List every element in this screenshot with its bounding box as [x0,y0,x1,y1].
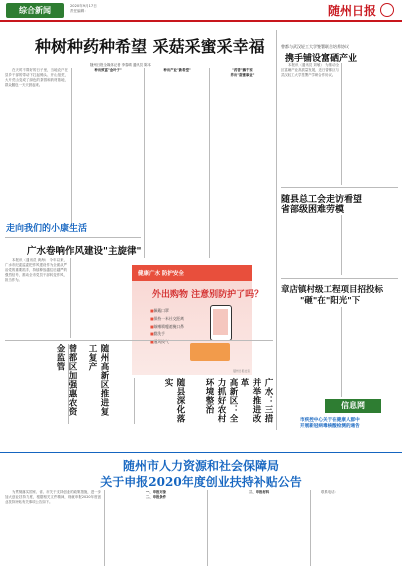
notice-title-1: 随州市人力资源和社会保障局 [122,459,279,473]
right-headline-3a: 章店镇村级工程项目招投标 [281,285,384,295]
lead-col-2 [75,68,141,228]
brief-text-1 [6,344,50,420]
right-col-6 [344,307,398,397]
column-rule [341,215,342,275]
notice-col-2 [108,490,204,566]
vertical-headline-3: 随县深化落实 [163,378,185,423]
poster-item: ■ 保持一米社交距离 [150,315,184,323]
lead-col-4 [213,68,272,258]
column-rule [70,258,71,338]
notice-item-1: 一、申报对象 [145,490,167,494]
lead-subhead-3: "药香"飘千家 [232,68,253,72]
issue-date: 2020年9月17日 [70,4,97,8]
section-rule [281,278,398,279]
page-header [0,0,402,22]
shopping-box-icon [190,343,230,361]
notice-rule [0,452,402,453]
notice-col-1 [5,490,101,566]
lead-headline: 种树种药种希望 采菇采蜜采幸福 [35,37,265,56]
lead-paragraph: 在天时不算好的日子里，当地农户在县乡干部的带动下扛起锄头、开山垦荒，大片荒山变成了绿色的茶园和药材基地，群众腰包一天天鼓起来。 [5,68,68,88]
pullquote: 走向我们的小康生活 [6,224,88,234]
column-rule [71,68,72,228]
vertical-headline-5: 广水：三措并举推进改革 [239,378,273,423]
masthead-seal-icon [380,3,394,17]
poster-top-text: 健康广水 防护安全 [138,271,184,277]
notice-paragraph: 为贯彻落实国家、省、市关于支持创业的政策措施，进一步加大创业扶持力度，根据相关文件精神，现就申报2020年度创业扶持补贴有关事项公告如下。 [5,490,101,505]
poster-item: ■ 佩戴口罩 [150,307,184,315]
column-rule [134,378,135,424]
vertical-headline-1: 曾都区加强惠农资金监管 [55,344,77,416]
lead-byline: 随州日报全媒体记者 李春晴 通讯员 陈本 [90,63,151,67]
right-headline-1: 携手铺设富硒产业 [285,54,358,64]
column-rule [341,63,342,185]
notice-col-4 [314,490,398,566]
column-rule [341,307,342,397]
right-paragraph: 本报讯（通讯员 刘敏） 为推动全区富硒产业高质量发展，近日曾都区与武汉轻工大学签署产学研合作协议。 [281,63,339,78]
column-rule [68,344,69,424]
column-rule [209,68,210,258]
masthead: 随州日报 [327,4,376,18]
right-col-2 [344,63,398,185]
poster-title: 外出购物 注意别防护了吗？ [152,290,264,300]
brief-headline-1: 市疾控中心关于在健康人群中 [300,418,360,423]
column-rule [144,68,145,258]
column-rule [276,30,277,430]
info-tag: 信息网 [325,399,381,413]
column-rule [104,490,105,566]
lead-col-1 [5,68,68,228]
brief-headline-2: 开展新冠病毒核酸检测的通告 [300,424,360,429]
lead-subhead-4: 养出"甜蜜事业" [230,73,255,78]
section-rule [281,187,398,188]
poster-item: ■ 通风换气 [150,338,184,346]
lead-col-3 [148,68,206,258]
story2-paragraph: 本报讯（通讯员 黄海） 今年以来，广水市纪委监委把作风建设作为全面从严治党的重要抓手，持续释放越往后越严的强烈信号，推动全市党员干部转变作风、担当作为。 [5,258,67,283]
vertical-headline-2: 随州高新区推进复工复产 [87,344,109,416]
issue-line [70,4,220,14]
story2-col-2 [74,258,128,338]
vertical-headline-4: 高新区：全力抓好农村环境整治 [204,378,238,423]
column-rule [207,490,208,566]
notice-col-3 [211,490,307,566]
story2-col-1 [5,258,67,338]
right-headline-2a: 随县总工会走访看望 [281,195,363,205]
notice-item-3: 三、申报材料 [248,490,270,494]
section-rule [5,237,141,238]
right-col-4 [344,215,398,275]
poster-item: ■ 咳嗽喷嚏遮掩口鼻 [150,323,184,331]
right-col-5 [281,307,339,397]
brief-text-2 [98,380,130,424]
section-badge: 综合新闻 [6,3,64,18]
poster-credit: 随州日报社宣 [233,369,250,373]
issue-editor: 责任编辑： [70,9,88,13]
right-headline-2b: 省部级困难劳模 [281,205,345,215]
notice-contact: 联系电话： [321,490,338,494]
right-kicker: 曾都与武汉轻工大学签署联合培养协议 [281,44,349,49]
story2-headline: 广水卷响作风建设"主旋律" [27,246,142,257]
lead-subhead-1: 种出致富"金叶子" [94,68,122,72]
column-rule [310,490,311,566]
notice-title-2: 关于申报2020年度创业扶持补贴公告 [100,475,302,489]
notice-item-2: 二、申报条件 [145,495,167,500]
right-col-1 [281,63,339,185]
brief-text-3 [214,378,234,424]
poster-item: ■ 勤洗手 [150,330,184,338]
right-headline-3b: "砸"在"阳光"下 [300,296,361,306]
brief-text-5 [281,430,398,452]
section-rule [5,340,273,341]
right-col-3 [281,215,339,275]
brief-text-4 [252,378,272,424]
phone-icon [210,305,232,341]
lead-subhead-2: 种出产业"新希望" [163,68,191,72]
health-poster [132,265,264,375]
